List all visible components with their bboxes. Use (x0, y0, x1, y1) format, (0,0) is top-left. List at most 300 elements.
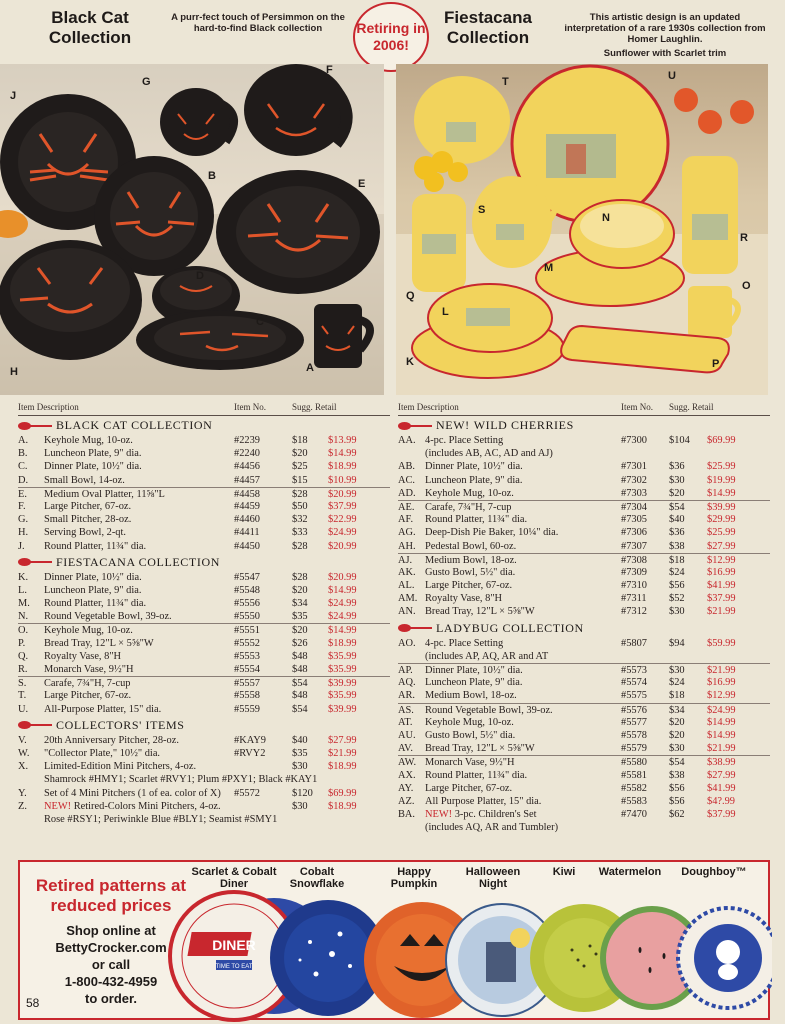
table-row (18, 637, 390, 650)
suggested-retail: $62 (669, 809, 685, 821)
photo-label-r: R (740, 232, 748, 244)
item-number: #5807 (621, 637, 647, 649)
item-description-text: Luncheon Plate, 9" dia. (44, 584, 142, 596)
item-description-text: Bread Tray, 12"L × 5⅝"W (425, 743, 535, 755)
item-description-text: Keyhole Mug, 10-oz. (44, 625, 133, 637)
section-title: WILD CHERRIES (473, 418, 574, 432)
item-number: #4460 (234, 514, 260, 526)
diner-logo-text: DINER (212, 937, 256, 953)
item-description (44, 500, 234, 513)
item-description-text: Round Platter, 11¾" dia. (44, 540, 147, 552)
item-description-text: Gusto Bowl, 5½" dia. (425, 729, 516, 741)
photo-label-e: E (358, 178, 366, 190)
item-description (44, 650, 234, 663)
item-code: C. (18, 461, 28, 473)
left-table-body (18, 417, 390, 826)
table-row (398, 605, 770, 618)
suggested-retail: $30 (669, 665, 685, 676)
pattern-label-scarlet-cobalt-diner: Scarlet & Cobalt Diner (191, 866, 277, 890)
suggested-retail: $25 (292, 461, 308, 473)
promo-website-link[interactable]: BettyCrocker.com (55, 940, 167, 955)
sale-price: $21.99 (707, 665, 736, 676)
item-code: L. (18, 584, 27, 596)
table-row (398, 474, 770, 487)
item-description (425, 501, 621, 513)
section-heading (18, 554, 390, 571)
item-description-text: Dinner Plate, 10½" dia. (44, 461, 142, 473)
table-row (18, 787, 390, 800)
suggested-retail: $56 (669, 580, 685, 592)
photo-label-j: J (10, 90, 17, 102)
item-description (425, 821, 621, 834)
item-number (234, 760, 292, 773)
column-header-description: Item Description (398, 402, 459, 412)
table-row (398, 637, 770, 650)
item-description-text: Deep-Dish Pie Baker, 10¼" dia. (425, 527, 559, 539)
sale-price: $24.99 (328, 598, 357, 610)
retiring-badge-text: Retiring in 2006! (356, 20, 426, 53)
item-code: V. (18, 734, 27, 746)
table-row-subline (398, 821, 770, 834)
item-number: #5582 (621, 782, 647, 794)
item-description-text: 3-pc. Children's Set (454, 809, 537, 821)
plate-doughboy (678, 908, 772, 1008)
item-description (44, 610, 234, 623)
table-row (398, 579, 770, 592)
item-description (44, 813, 278, 826)
suggested-retail: $48 (292, 690, 308, 702)
sale-price: $21.99 (328, 747, 357, 759)
item-code: AX. (398, 769, 416, 781)
suggested-retail: $24 (669, 566, 685, 578)
item-number: #5554 (234, 664, 260, 675)
item-number: #7310 (621, 580, 647, 592)
item-description (425, 554, 621, 566)
suggested-retail: $15 (292, 474, 308, 486)
item-description (44, 584, 234, 597)
table-row (18, 760, 390, 773)
suggested-retail: $54 (669, 501, 685, 513)
table-row (18, 689, 390, 702)
item-description-text: Luncheon Plate, 9" dia. (425, 474, 523, 486)
item-description (425, 566, 621, 579)
sale-price: $69.99 (328, 787, 357, 799)
item-description (44, 488, 234, 500)
suggested-retail: $20 (669, 729, 685, 741)
spoon-bullet-icon (398, 421, 432, 431)
table-row (398, 729, 770, 742)
item-description (44, 734, 234, 747)
section-title: FIESTACANA COLLECTION (56, 554, 220, 569)
suggested-retail: $54 (292, 678, 308, 690)
item-code (398, 650, 425, 663)
item-code: AM. (398, 593, 418, 605)
table-row (398, 592, 770, 605)
suggested-retail: $30 (669, 743, 685, 755)
item-code: T. (18, 690, 27, 702)
item-number: #KAY9 (234, 734, 266, 746)
item-number: #7303 (621, 487, 647, 499)
sale-price: $25.99 (707, 461, 736, 473)
item-description (44, 513, 234, 526)
item-description (425, 650, 621, 663)
item-code: Q. (18, 650, 29, 662)
black-cat-dishes-illustration (0, 64, 384, 395)
item-description (425, 689, 621, 702)
item-number: #4411 (234, 527, 260, 539)
item-number: #5547 (234, 571, 260, 583)
table-row (398, 795, 770, 808)
item-description (425, 795, 621, 808)
item-number: #RVY2 (234, 747, 266, 759)
item-description-text: Luncheon Plate, 9" dia. (425, 677, 523, 689)
suggested-retail: $28 (292, 571, 308, 583)
item-description (425, 487, 621, 500)
item-description (425, 447, 621, 460)
item-description-text: Medium Bowl, 18-oz. (425, 554, 517, 566)
item-code: AL. (398, 580, 415, 592)
suggested-retail: $38 (669, 769, 685, 781)
table-row-subline (398, 447, 770, 460)
sale-price: $19.99 (707, 474, 736, 486)
item-number: #7470 (621, 809, 647, 821)
suggested-retail: $30 (669, 606, 685, 618)
sale-price: $13.99 (328, 435, 357, 446)
suggested-retail: $20 (292, 584, 308, 596)
photo-label-l: L (442, 306, 449, 318)
item-description (44, 474, 234, 487)
item-description-text: Royalty Vase, 8"H (425, 593, 503, 605)
photo-label-b: B (208, 170, 216, 182)
item-code: AQ. (398, 677, 416, 689)
table-row-subline (398, 650, 770, 663)
item-number: #4456 (234, 461, 260, 473)
item-description-text: Large Pitcher, 67-oz. (44, 690, 132, 702)
table-row (18, 487, 390, 500)
item-description-text: Keyhole Mug, 10-oz. (425, 487, 514, 499)
pattern-label-happy-pumpkin: Happy Pumpkin (390, 866, 438, 890)
sale-price: $20.99 (328, 540, 357, 552)
black-cat-title: Black Cat Collection (48, 8, 132, 47)
item-number: #4457 (234, 474, 260, 486)
fiestacana-tagline: This artistic design is an updated interpretation of a rare 1930s collection from Homer Laughlin. (564, 12, 766, 45)
right-price-table (398, 402, 770, 834)
suggested-retail: $20 (669, 487, 685, 499)
table-row (18, 434, 390, 447)
item-code: AT. (398, 716, 413, 728)
item-description-text: Small Pitcher, 28-oz. (44, 514, 132, 526)
item-number: #5578 (621, 729, 647, 741)
table-row (18, 447, 390, 460)
item-code: AB. (398, 461, 416, 473)
item-code: U. (18, 703, 29, 715)
suggested-retail: $36 (669, 527, 685, 539)
sale-price: $41.99 (707, 580, 736, 592)
item-code: AF. (398, 514, 414, 526)
suggested-retail: $38 (669, 540, 685, 552)
item-code: Y. (18, 787, 27, 799)
item-description (44, 624, 234, 636)
suggested-retail: $35 (292, 747, 308, 759)
item-description-text: Keyhole Mug, 10-oz. (44, 435, 133, 446)
table-row (18, 650, 390, 663)
item-code: AV. (398, 743, 413, 755)
item-number: #7312 (621, 606, 647, 618)
sale-price: $39.99 (328, 678, 357, 690)
suggested-retail: $54 (292, 703, 308, 715)
spoon-bullet-icon (18, 421, 52, 431)
item-description (44, 447, 234, 460)
item-description-text: "Collector Plate," 10½" dia. (44, 747, 161, 759)
sale-price: $16.99 (707, 566, 736, 578)
promo-shop-online: Shop online at (66, 923, 156, 938)
item-number: #5580 (621, 757, 647, 769)
item-description (44, 760, 234, 773)
item-description-text: Bread Tray, 12"L × 5⅝"W (44, 637, 154, 649)
item-code: H. (18, 527, 29, 539)
page-number: 58 (26, 996, 40, 1010)
spoon-bullet-icon (18, 557, 52, 567)
suggested-retail: $18 (292, 435, 308, 446)
item-code: AK. (398, 566, 416, 578)
item-description (44, 540, 234, 553)
table-row (398, 782, 770, 795)
table-row (398, 663, 770, 676)
item-code: S. (18, 678, 27, 690)
item-code: AY. (398, 782, 414, 794)
item-number: #5552 (234, 637, 260, 649)
item-description-text: Bread Tray, 12"L × 5⅝"W (425, 606, 535, 618)
item-description-text: All-Purpose Platter, 15" dia. (44, 703, 162, 715)
table-row (18, 703, 390, 716)
item-number: #5581 (621, 769, 647, 781)
pattern-label-cobalt-snowflake: Cobalt Snowflake (289, 866, 345, 890)
item-description (44, 637, 234, 650)
item-description (44, 787, 234, 800)
suggested-retail: $20 (292, 448, 308, 460)
item-description (425, 756, 621, 768)
black-cat-tagline: A purr-fect touch of Persimmon on the hard-to-find Black collection (171, 12, 345, 34)
sale-price: $24.99 (328, 611, 357, 623)
item-description-text: (includes AQ, AR and Tumbler) (425, 822, 559, 834)
column-header-sugg-retail: Sugg. Retail (669, 402, 714, 412)
section-title: LADYBUG COLLECTION (436, 620, 584, 635)
item-description (425, 716, 621, 729)
photo-label-c: C (256, 316, 264, 328)
item-code: AD. (398, 487, 416, 499)
photo-label-f: F (326, 64, 333, 76)
sale-price: $14.99 (707, 716, 736, 728)
sale-price: $16.99 (707, 677, 736, 689)
fiestacana-trim-note: Sunflower with Scarlet trim (603, 48, 727, 59)
item-number: #5583 (621, 795, 647, 807)
item-description-text: Serving Bowl, 2-qt. (44, 527, 126, 539)
table-row (18, 571, 390, 584)
item-code: P. (18, 637, 26, 649)
sale-price: $12.99 (707, 690, 736, 702)
item-description-text: Gusto Bowl, 5½" dia. (425, 566, 516, 578)
table-row (18, 623, 390, 636)
suggested-retail: $54 (669, 757, 685, 769)
item-code: BA. (398, 809, 416, 821)
suggested-retail: $28 (292, 488, 308, 500)
item-description-text: Shamrock #HMY1; Scarlet #RVY1; Plum #PXY1; Black #KAY1 (44, 774, 318, 786)
table-row (18, 734, 390, 747)
item-code: AC. (398, 474, 416, 486)
item-code: AW. (398, 757, 417, 769)
sale-price: $69.99 (707, 435, 736, 446)
suggested-retail: $56 (669, 795, 685, 807)
item-description (425, 808, 621, 821)
sale-price: $35.99 (328, 650, 357, 662)
sale-price: $25.99 (707, 527, 736, 539)
table-row (398, 689, 770, 702)
retired-patterns-promo (18, 860, 770, 1020)
item-code (18, 773, 44, 786)
sale-price: $18.99 (328, 800, 357, 812)
item-code: N. (18, 611, 29, 623)
item-number: #5574 (621, 677, 647, 689)
promo-phone[interactable]: 1-800-432-4959 (64, 974, 158, 989)
item-code: A. (18, 435, 29, 446)
item-description (425, 526, 621, 539)
sale-price: $22.99 (328, 514, 357, 526)
item-description-text: Dinner Plate, 10½" dia. (425, 665, 523, 676)
item-description (44, 800, 234, 813)
table-row (18, 513, 390, 526)
item-description-text: Dinner Plate, 10½" dia. (425, 461, 523, 473)
item-description (44, 747, 234, 760)
item-description (425, 434, 621, 447)
sale-price: $18.99 (328, 461, 357, 473)
item-description-text: Large Pitcher, 67-oz. (425, 580, 513, 592)
section-heading (398, 620, 770, 637)
sale-price: $24.99 (707, 704, 736, 716)
item-number: #5551 (234, 625, 260, 637)
item-description-text: Carafe, 7¾"H, 7-cup (425, 501, 512, 513)
suggested-retail: $50 (292, 500, 308, 512)
suggested-retail: $34 (292, 598, 308, 610)
sale-price: $18.99 (328, 761, 357, 773)
item-code: AJ. (398, 554, 413, 566)
table-row-subline (18, 773, 390, 786)
left-price-table (18, 402, 390, 826)
item-number: #4458 (234, 488, 260, 500)
spoon-bullet-icon (398, 623, 432, 633)
item-description (44, 434, 234, 447)
item-number: #5577 (621, 716, 647, 728)
item-code: K. (18, 571, 29, 583)
item-description (425, 579, 621, 592)
right-table-body (398, 417, 770, 834)
item-number: #2240 (234, 448, 260, 460)
table-row (18, 663, 390, 676)
item-code: AA. (398, 435, 416, 446)
column-header-description: Item Description (18, 402, 79, 412)
sale-price: $14.99 (707, 729, 736, 741)
item-description (44, 703, 234, 716)
item-description (425, 664, 621, 676)
item-number: #7301 (621, 461, 647, 473)
item-number: #5572 (234, 787, 260, 799)
diner-logo-subtext: TIME TO EAT (215, 964, 253, 970)
suggested-retail: $34 (669, 704, 685, 716)
item-description-text: Luncheon Plate, 9" dia. (44, 448, 142, 460)
suggested-retail: $18 (669, 690, 685, 702)
item-description-text: Monarch Vase, 9½"H (425, 757, 515, 769)
item-description-text: Medium Bowl, 18-oz. (425, 690, 517, 702)
item-description-text: All Purpose Platter, 15" dia. (425, 795, 542, 807)
table-row (18, 540, 390, 553)
sale-price: $20.99 (328, 571, 357, 583)
pattern-label-doughboy: Doughboy™ (681, 866, 747, 878)
suggested-retail: $20 (292, 625, 308, 637)
item-code: E. (18, 488, 27, 500)
item-number: #7300 (621, 435, 647, 446)
item-description-text: Round Vegetable Bowl, 39-oz. (425, 704, 553, 716)
item-description-text: 4-pc. Place Setting (425, 435, 504, 446)
column-header-sugg-retail: Sugg. Retail (292, 402, 337, 412)
photo-label-d: D (196, 270, 204, 282)
item-code: O. (18, 625, 29, 637)
item-code: W. (18, 747, 30, 759)
suggested-retail: $48 (292, 650, 308, 662)
photo-label-k: K (406, 356, 414, 368)
fiestacana-dishes-illustration (396, 64, 768, 395)
suggested-retail: $48 (292, 664, 308, 675)
sale-price: $37.99 (328, 500, 357, 512)
item-code: AU. (398, 729, 416, 741)
item-description-text: Round Vegetable Bowl, 39-oz. (44, 611, 172, 623)
item-code: AZ. (398, 795, 415, 807)
suggested-retail: $104 (669, 435, 690, 446)
item-description-text: (includes AB, AC, AD and AJ) (425, 448, 553, 460)
item-code: B. (18, 448, 28, 460)
sale-price: $12.99 (707, 554, 736, 566)
promo-to-order: to order. (84, 991, 137, 1006)
new-badge: NEW! (436, 418, 470, 432)
item-code: AO. (398, 637, 416, 649)
item-description (425, 782, 621, 795)
item-description-text: Royalty Vase, 8"H (44, 650, 122, 662)
item-number: #5550 (234, 611, 260, 623)
item-code: AP. (398, 665, 413, 676)
item-description (425, 513, 621, 526)
table-row (18, 526, 390, 539)
sale-price: $59.99 (707, 637, 736, 649)
table-row (18, 500, 390, 513)
suggested-retail: $40 (669, 514, 685, 526)
sale-price: $35.99 (328, 664, 357, 675)
table-row (398, 742, 770, 755)
suggested-retail: $120 (292, 787, 313, 799)
suggested-retail: $28 (292, 540, 308, 552)
photo-label-p: P (712, 358, 720, 370)
photo-label-m: M (544, 262, 554, 274)
section-heading (18, 417, 390, 434)
photo-label-g: G (142, 76, 151, 88)
suggested-retail: $56 (669, 782, 685, 794)
item-description (425, 592, 621, 605)
table-row (398, 434, 770, 447)
sale-price: $21.99 (707, 606, 736, 618)
table-row (398, 526, 770, 539)
item-description (44, 773, 318, 786)
item-code: X. (18, 761, 29, 773)
suggested-retail: $30 (669, 474, 685, 486)
promo-or-call: or call (91, 957, 131, 972)
item-description (425, 605, 621, 618)
